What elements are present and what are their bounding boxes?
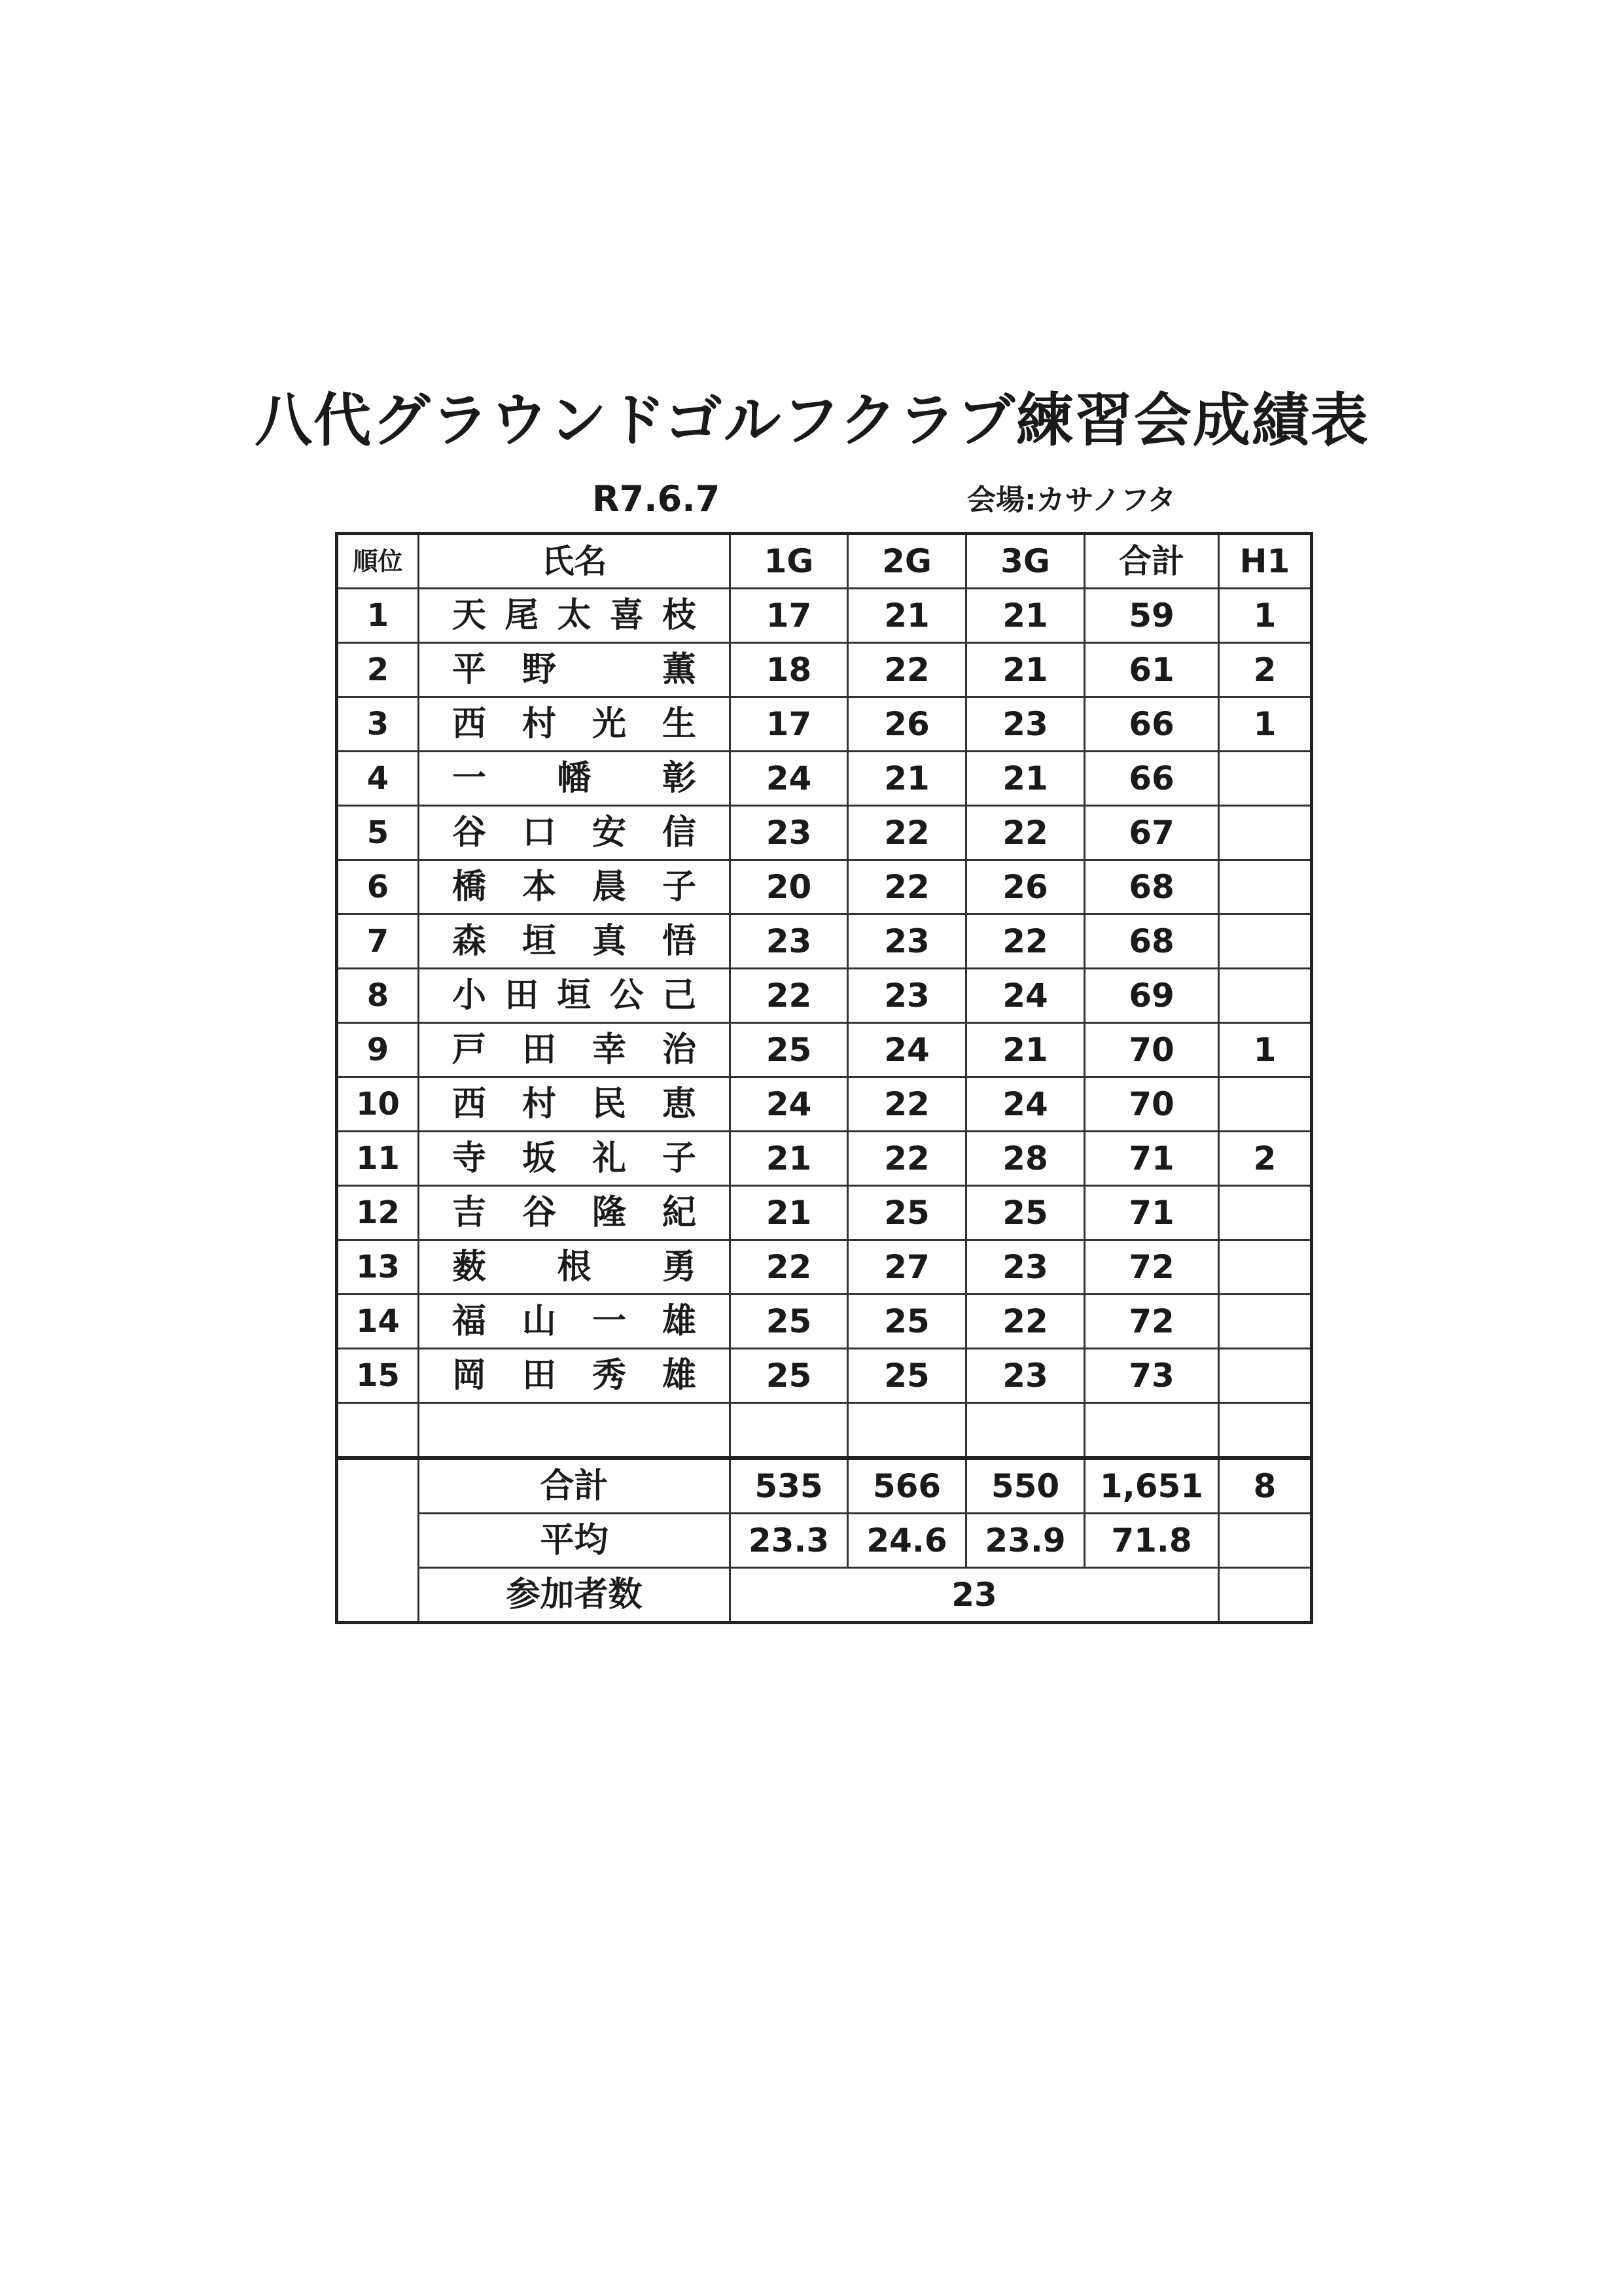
cell-name: 西村民恵 [419, 1077, 730, 1132]
cell-name: 一 幡 彰 [419, 752, 730, 806]
cell-h1: 2 [1219, 1132, 1312, 1186]
cell-3g: 21 [966, 643, 1085, 697]
cell-rank: 14 [337, 1295, 419, 1349]
cell-2g: 23 [848, 914, 966, 969]
blank-row [337, 1403, 1312, 1459]
cell-3g: 23 [966, 1349, 1085, 1403]
cell-3g: 22 [966, 1295, 1085, 1349]
cell-2g: 23 [848, 969, 966, 1023]
cell-2g: 24 [848, 1023, 966, 1077]
cell-h1 [1219, 806, 1312, 860]
cell-total: 71 [1085, 1132, 1219, 1186]
table-row [337, 1186, 1312, 1240]
table-row [337, 1132, 1312, 1186]
blank-cell [848, 1403, 966, 1459]
summary-rank-spacer [337, 1458, 419, 1623]
cell-name: 西村光生 [419, 697, 730, 752]
cell-3g: 28 [966, 1132, 1085, 1186]
cell-total: 72 [1085, 1295, 1219, 1349]
table-row [337, 643, 1312, 697]
cell-2g: 22 [848, 1132, 966, 1186]
cell-2g: 22 [848, 643, 966, 697]
cell-name: 橋本晨子 [419, 860, 730, 914]
header-h1: H1 [1219, 534, 1312, 589]
table-row [337, 697, 1312, 752]
cell-3g: 22 [966, 806, 1085, 860]
cell-total: 68 [1085, 860, 1219, 914]
cell-1g: 23 [730, 806, 848, 860]
cell-rank: 3 [337, 697, 419, 752]
cell-h1 [1219, 860, 1312, 914]
cell-h1 [1219, 1295, 1312, 1349]
cell-2g: 25 [848, 1186, 966, 1240]
cell-name: 寺坂礼子 [419, 1132, 730, 1186]
cell-total: 73 [1085, 1349, 1219, 1403]
cell-2g: 22 [848, 1077, 966, 1132]
cell-name: 森垣真悟 [419, 914, 730, 969]
cell-1g: 21 [730, 1132, 848, 1186]
cell-h1 [1219, 1240, 1312, 1295]
cell-rank: 12 [337, 1186, 419, 1240]
cell-2g: 22 [848, 860, 966, 914]
cell-3g: 21 [966, 589, 1085, 643]
participants-h1 [1219, 1568, 1312, 1623]
document-title: 八代グラウンドゴルフクラブ練習会成績表 [255, 387, 1369, 454]
cell-h1 [1219, 752, 1312, 806]
cell-h1: 1 [1219, 589, 1312, 643]
cell-1g: 18 [730, 643, 848, 697]
cell-rank: 6 [337, 860, 419, 914]
cell-total: 67 [1085, 806, 1219, 860]
cell-1g: 20 [730, 860, 848, 914]
cell-name: 天尾太喜枝 [419, 589, 730, 643]
cell-rank: 8 [337, 969, 419, 1023]
cell-total: 72 [1085, 1240, 1219, 1295]
cell-name: 小田垣公己 [419, 969, 730, 1023]
blank-cell [730, 1403, 848, 1459]
cell-1g: 25 [730, 1295, 848, 1349]
cell-1g: 25 [730, 1349, 848, 1403]
total-3g: 550 [966, 1458, 1085, 1514]
header-total: 合計 [1085, 534, 1219, 589]
blank-cell [1219, 1403, 1312, 1459]
cell-2g: 22 [848, 806, 966, 860]
cell-2g: 26 [848, 697, 966, 752]
table-row [337, 1023, 1312, 1077]
cell-rank: 4 [337, 752, 419, 806]
cell-h1: 1 [1219, 697, 1312, 752]
cell-h1 [1219, 914, 1312, 969]
cell-total: 61 [1085, 643, 1219, 697]
cell-total: 69 [1085, 969, 1219, 1023]
cell-name: 谷口安信 [419, 806, 730, 860]
table-row [337, 1077, 1312, 1132]
table-row [337, 1349, 1312, 1403]
cell-total: 68 [1085, 914, 1219, 969]
header-row [337, 534, 1312, 589]
average-1g: 23.3 [730, 1514, 848, 1568]
table-row [337, 806, 1312, 860]
participants-label: 参加者数 [419, 1568, 730, 1623]
table-row [337, 969, 1312, 1023]
total-sum: 1,651 [1085, 1458, 1219, 1514]
cell-3g: 25 [966, 1186, 1085, 1240]
table-row [337, 914, 1312, 969]
header-3g: 3G [966, 534, 1085, 589]
cell-3g: 23 [966, 697, 1085, 752]
cell-1g: 24 [730, 1077, 848, 1132]
cell-3g: 21 [966, 752, 1085, 806]
cell-2g: 21 [848, 589, 966, 643]
cell-h1 [1219, 1349, 1312, 1403]
participants-row [337, 1568, 1312, 1623]
cell-h1: 2 [1219, 643, 1312, 697]
average-2g: 24.6 [848, 1514, 966, 1568]
table-row [337, 589, 1312, 643]
table-row [337, 1295, 1312, 1349]
cell-total: 71 [1085, 1186, 1219, 1240]
blank-cell [966, 1403, 1085, 1459]
cell-total: 70 [1085, 1077, 1219, 1132]
total-row [337, 1458, 1312, 1514]
cell-3g: 24 [966, 969, 1085, 1023]
cell-h1 [1219, 1077, 1312, 1132]
venue-label: 会場:カサノフタ [967, 483, 1176, 517]
cell-name: 薮 根 勇 [419, 1240, 730, 1295]
cell-3g: 22 [966, 914, 1085, 969]
table-row [337, 1240, 1312, 1295]
header-1g: 1G [730, 534, 848, 589]
results-table-body [337, 534, 1312, 1403]
average-h1 [1219, 1514, 1312, 1568]
header-rank: 順位 [337, 534, 419, 589]
blank-cell [1085, 1403, 1219, 1459]
cell-rank: 9 [337, 1023, 419, 1077]
cell-1g: 23 [730, 914, 848, 969]
cell-rank: 10 [337, 1077, 419, 1132]
header-name: 氏名 [419, 534, 730, 589]
cell-rank: 7 [337, 914, 419, 969]
blank-cell [337, 1403, 419, 1459]
cell-name: 平野 薫 [419, 643, 730, 697]
cell-rank: 1 [337, 589, 419, 643]
cell-h1: 1 [1219, 1023, 1312, 1077]
cell-h1 [1219, 1186, 1312, 1240]
cell-1g: 25 [730, 1023, 848, 1077]
average-row [337, 1514, 1312, 1568]
cell-rank: 2 [337, 643, 419, 697]
total-2g: 566 [848, 1458, 966, 1514]
cell-name: 福山一雄 [419, 1295, 730, 1349]
cell-total: 70 [1085, 1023, 1219, 1077]
cell-1g: 21 [730, 1186, 848, 1240]
cell-2g: 25 [848, 1349, 966, 1403]
cell-1g: 17 [730, 589, 848, 643]
table-row [337, 860, 1312, 914]
cell-rank: 13 [337, 1240, 419, 1295]
cell-rank: 5 [337, 806, 419, 860]
cell-name: 吉谷隆紀 [419, 1186, 730, 1240]
average-sum: 71.8 [1085, 1514, 1219, 1568]
header-2g: 2G [848, 534, 966, 589]
results-table [335, 532, 1313, 1624]
cell-name: 岡田秀雄 [419, 1349, 730, 1403]
total-label: 合計 [419, 1458, 730, 1514]
cell-3g: 26 [966, 860, 1085, 914]
cell-1g: 22 [730, 1240, 848, 1295]
cell-2g: 25 [848, 1295, 966, 1349]
average-label: 平均 [419, 1514, 730, 1568]
table-row [337, 752, 1312, 806]
cell-3g: 24 [966, 1077, 1085, 1132]
cell-2g: 27 [848, 1240, 966, 1295]
results-table-footer [337, 1403, 1312, 1623]
cell-3g: 21 [966, 1023, 1085, 1077]
event-date: R7.6.7 [592, 478, 720, 519]
cell-total: 59 [1085, 589, 1219, 643]
total-1g: 535 [730, 1458, 848, 1514]
cell-3g: 23 [966, 1240, 1085, 1295]
cell-1g: 17 [730, 697, 848, 752]
cell-2g: 21 [848, 752, 966, 806]
cell-h1 [1219, 969, 1312, 1023]
cell-1g: 24 [730, 752, 848, 806]
participants-count: 23 [730, 1568, 1219, 1623]
cell-total: 66 [1085, 697, 1219, 752]
cell-rank: 11 [337, 1132, 419, 1186]
total-h1: 8 [1219, 1458, 1312, 1514]
blank-cell [419, 1403, 730, 1459]
cell-1g: 22 [730, 969, 848, 1023]
cell-name: 戸田幸治 [419, 1023, 730, 1077]
cell-total: 66 [1085, 752, 1219, 806]
cell-rank: 15 [337, 1349, 419, 1403]
average-3g: 23.9 [966, 1514, 1085, 1568]
